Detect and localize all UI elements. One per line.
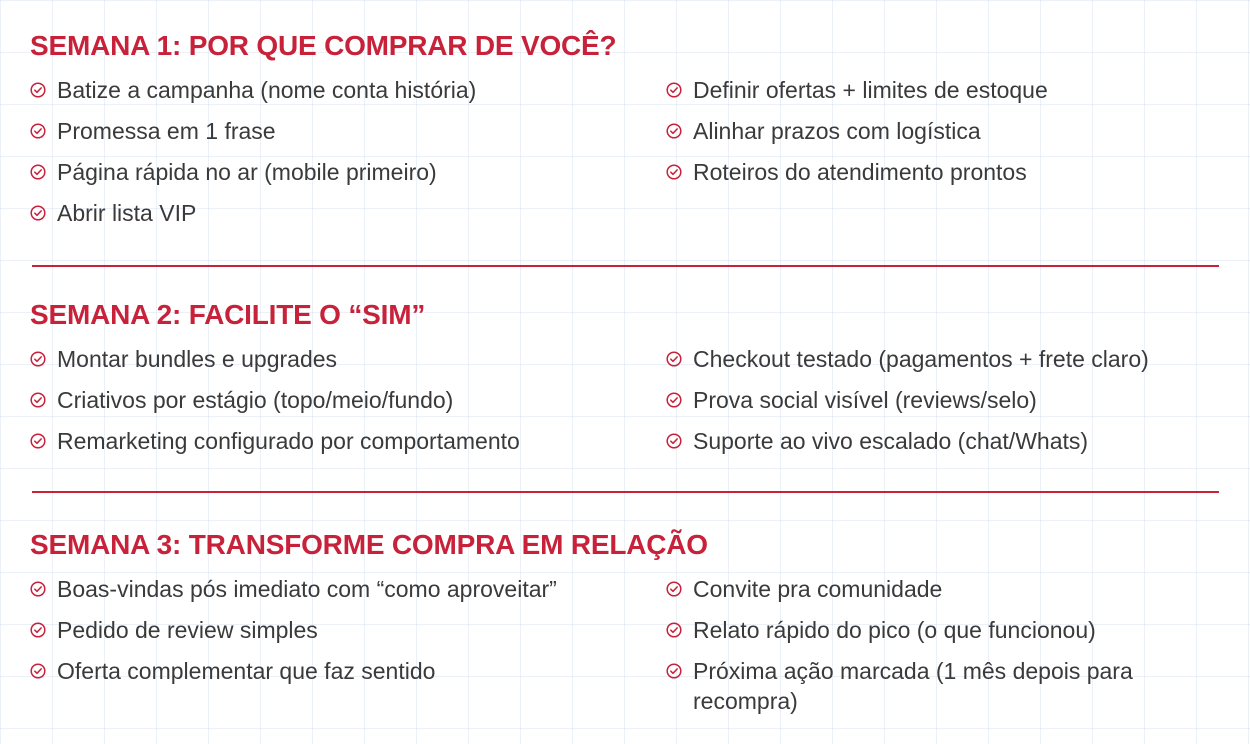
- section-week-3: [30, 527, 1220, 714]
- check-circle-icon: [666, 622, 682, 638]
- checklist-item-text: Checkout testado (pagamentos + frete claro): [693, 346, 1149, 372]
- checklist-item-text: Definir ofertas + limites de estoque: [693, 77, 1048, 103]
- checklist-item-text: Boas-vindas pós imediato com “como aproveitar”: [57, 576, 557, 602]
- checklist-item-text: Página rápida no ar (mobile primeiro): [57, 159, 437, 185]
- check-circle-icon: [666, 433, 682, 449]
- check-circle-icon: [666, 663, 682, 679]
- check-circle-icon: [30, 433, 46, 449]
- checklist-item: [666, 656, 1226, 716]
- right-column: [666, 574, 1226, 727]
- section-week-2: [30, 297, 1220, 454]
- check-circle-icon: [30, 351, 46, 367]
- checklist-item-text: Criativos por estágio (topo/meio/fundo): [57, 387, 454, 413]
- check-circle-icon: [666, 164, 682, 180]
- checklist-item: [30, 385, 650, 415]
- left-column: [30, 344, 650, 467]
- checklist-item-text: Remarketing configurado por comportamento: [57, 428, 520, 454]
- checklist-item-text: Próxima ação marcada (1 mês depois para recompra): [693, 658, 1133, 714]
- checklist-item-text: Alinhar prazos com logística: [693, 118, 981, 144]
- right-column: [666, 344, 1226, 467]
- check-circle-icon: [666, 82, 682, 98]
- checklist-item: [30, 344, 650, 374]
- check-circle-icon: [30, 205, 46, 221]
- check-circle-icon: [30, 82, 46, 98]
- section-divider: [32, 491, 1219, 493]
- right-column: [666, 75, 1226, 198]
- left-column: [30, 75, 650, 239]
- section-title: SEMANA 1: POR QUE COMPRAR DE VOCÊ?: [30, 30, 617, 61]
- check-circle-icon: [30, 581, 46, 597]
- section-title: SEMANA 2: FACILITE O “SIM”: [30, 299, 426, 330]
- check-circle-icon: [30, 622, 46, 638]
- checklist-item-text: Relato rápido do pico (o que funcionou): [693, 617, 1096, 643]
- checklist-item-text: Suporte ao vivo escalado (chat/Whats): [693, 428, 1089, 454]
- check-circle-icon: [30, 392, 46, 408]
- checklist-item-text: Roteiros do atendimento prontos: [693, 159, 1027, 185]
- checklist-item: [666, 116, 1226, 146]
- check-circle-icon: [666, 351, 682, 367]
- checklist-item: [30, 198, 650, 228]
- section-week-1: [30, 28, 1220, 226]
- checklist-item: [666, 75, 1226, 105]
- checklist-item: [666, 426, 1226, 456]
- checklist-item: [666, 385, 1226, 415]
- check-circle-icon: [30, 663, 46, 679]
- section-title: SEMANA 3: TRANSFORME COMPRA EM RELAÇÃO: [30, 529, 708, 560]
- checklist-item: [666, 344, 1226, 374]
- check-circle-icon: [666, 123, 682, 139]
- checklist-item: [30, 615, 650, 645]
- checklist-item-text: Batize a campanha (nome conta história): [57, 77, 477, 103]
- check-circle-icon: [30, 123, 46, 139]
- checklist-item: [30, 426, 650, 456]
- check-circle-icon: [30, 164, 46, 180]
- checklist-item-text: Oferta complementar que faz sentido: [57, 658, 436, 684]
- checklist-item: [30, 574, 650, 604]
- checklist-item: [666, 574, 1226, 604]
- checklist-item-text: Promessa em 1 frase: [57, 118, 276, 144]
- checklist-item-text: Prova social visível (reviews/selo): [693, 387, 1037, 413]
- check-circle-icon: [666, 581, 682, 597]
- section-divider: [32, 265, 1219, 267]
- checklist-item-text: Abrir lista VIP: [57, 200, 197, 226]
- check-circle-icon: [666, 392, 682, 408]
- checklist-item: [30, 116, 650, 146]
- checklist-item: [30, 157, 650, 187]
- checklist-item: [666, 157, 1226, 187]
- checklist-item: [30, 75, 650, 105]
- left-column: [30, 574, 650, 697]
- checklist-item-text: Pedido de review simples: [57, 617, 318, 643]
- checklist-item: [30, 656, 650, 686]
- checklist-item: [666, 615, 1226, 645]
- checklist-item-text: Convite pra comunidade: [693, 576, 943, 602]
- checklist-item-text: Montar bundles e upgrades: [57, 346, 338, 372]
